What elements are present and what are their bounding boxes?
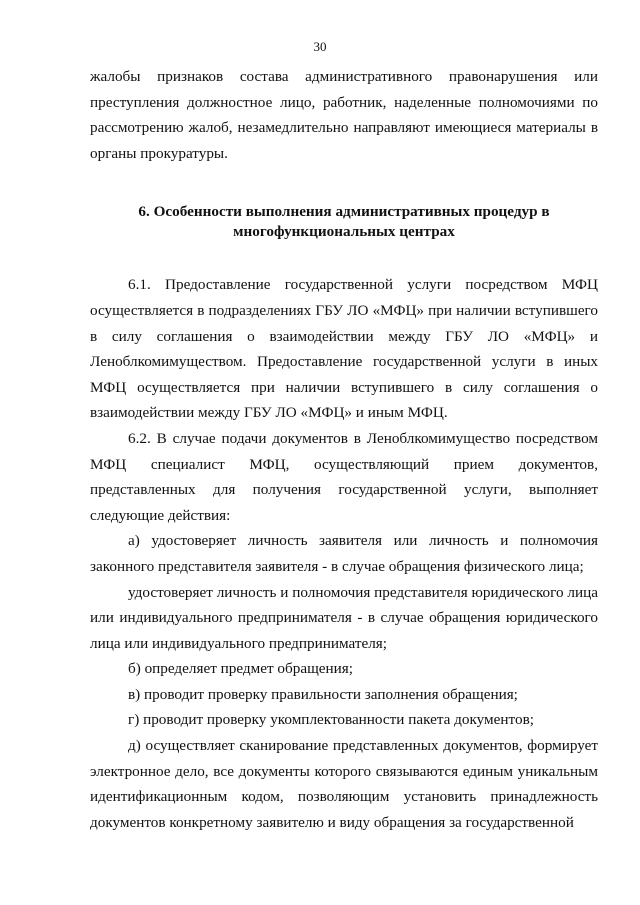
list-item-a-continued: удостоверяет личность и полномочия представителя юридического лица или индивидуального предпринимателя - в случае обращения юридического лица или индивидуального предпринимателя; [90,583,598,652]
list-item-b: б) определяет предмет обращения; [128,660,353,678]
list-item-g: г) проводит проверку укомплектованности пакета документов; [128,711,534,729]
section-heading [90,202,598,242]
page-number: 30 [313,39,327,54]
section-heading-line-2: многофункциональных центрах [233,223,455,241]
section-heading-line-1: 6. Особенности выполнения административных процедур в [138,203,550,221]
paragraph-6-2: 6.2. В случае подачи документов в Леноблкомимущество посредством МФЦ специалист МФЦ, осуществляющий прием документов, представленных для получения государственной услуги, выполняет следующие действия: [90,429,598,524]
list-item-d: д) осуществляет сканирование представленных документов, формирует электронное дело, все документы которого связываются единым уникальным идентификационным кодом, позволяющим установить принадлежность документов конкретному заявителю и виду обращения за государственной [90,737,598,831]
document-body [90,64,598,835]
paragraph-6-1: 6.1. Предоставление государственной услуги посредством МФЦ осуществляется в подразделениях ГБУ ЛО «МФЦ» при наличии вступившего в силу соглашения о взаимодействии между ГБУ ЛО «МФЦ» и Леноблкомимуществом. Предоставление государственной услуги в иных МФЦ осуществляется при наличии вступившего в силу соглашения о взаимодействии между ГБУ ЛО «МФЦ» и иным МФЦ. [90,276,598,422]
paragraph-continuation: жалобы признаков состава административного правонарушения или преступления должностное лицо, работник, наделенные полномочиями по рассмотрению жалоб, незамедлительно направляют имеющиеся материалы в органы прокуратуры. [90,68,598,162]
list-item-a: а) удостоверяет личность заявителя или личность и полномочия законного представителя заявителя - в случае обращения физического лица; [90,532,598,575]
list-item-v: в) проводит проверку правильности заполнения обращения; [128,685,518,703]
